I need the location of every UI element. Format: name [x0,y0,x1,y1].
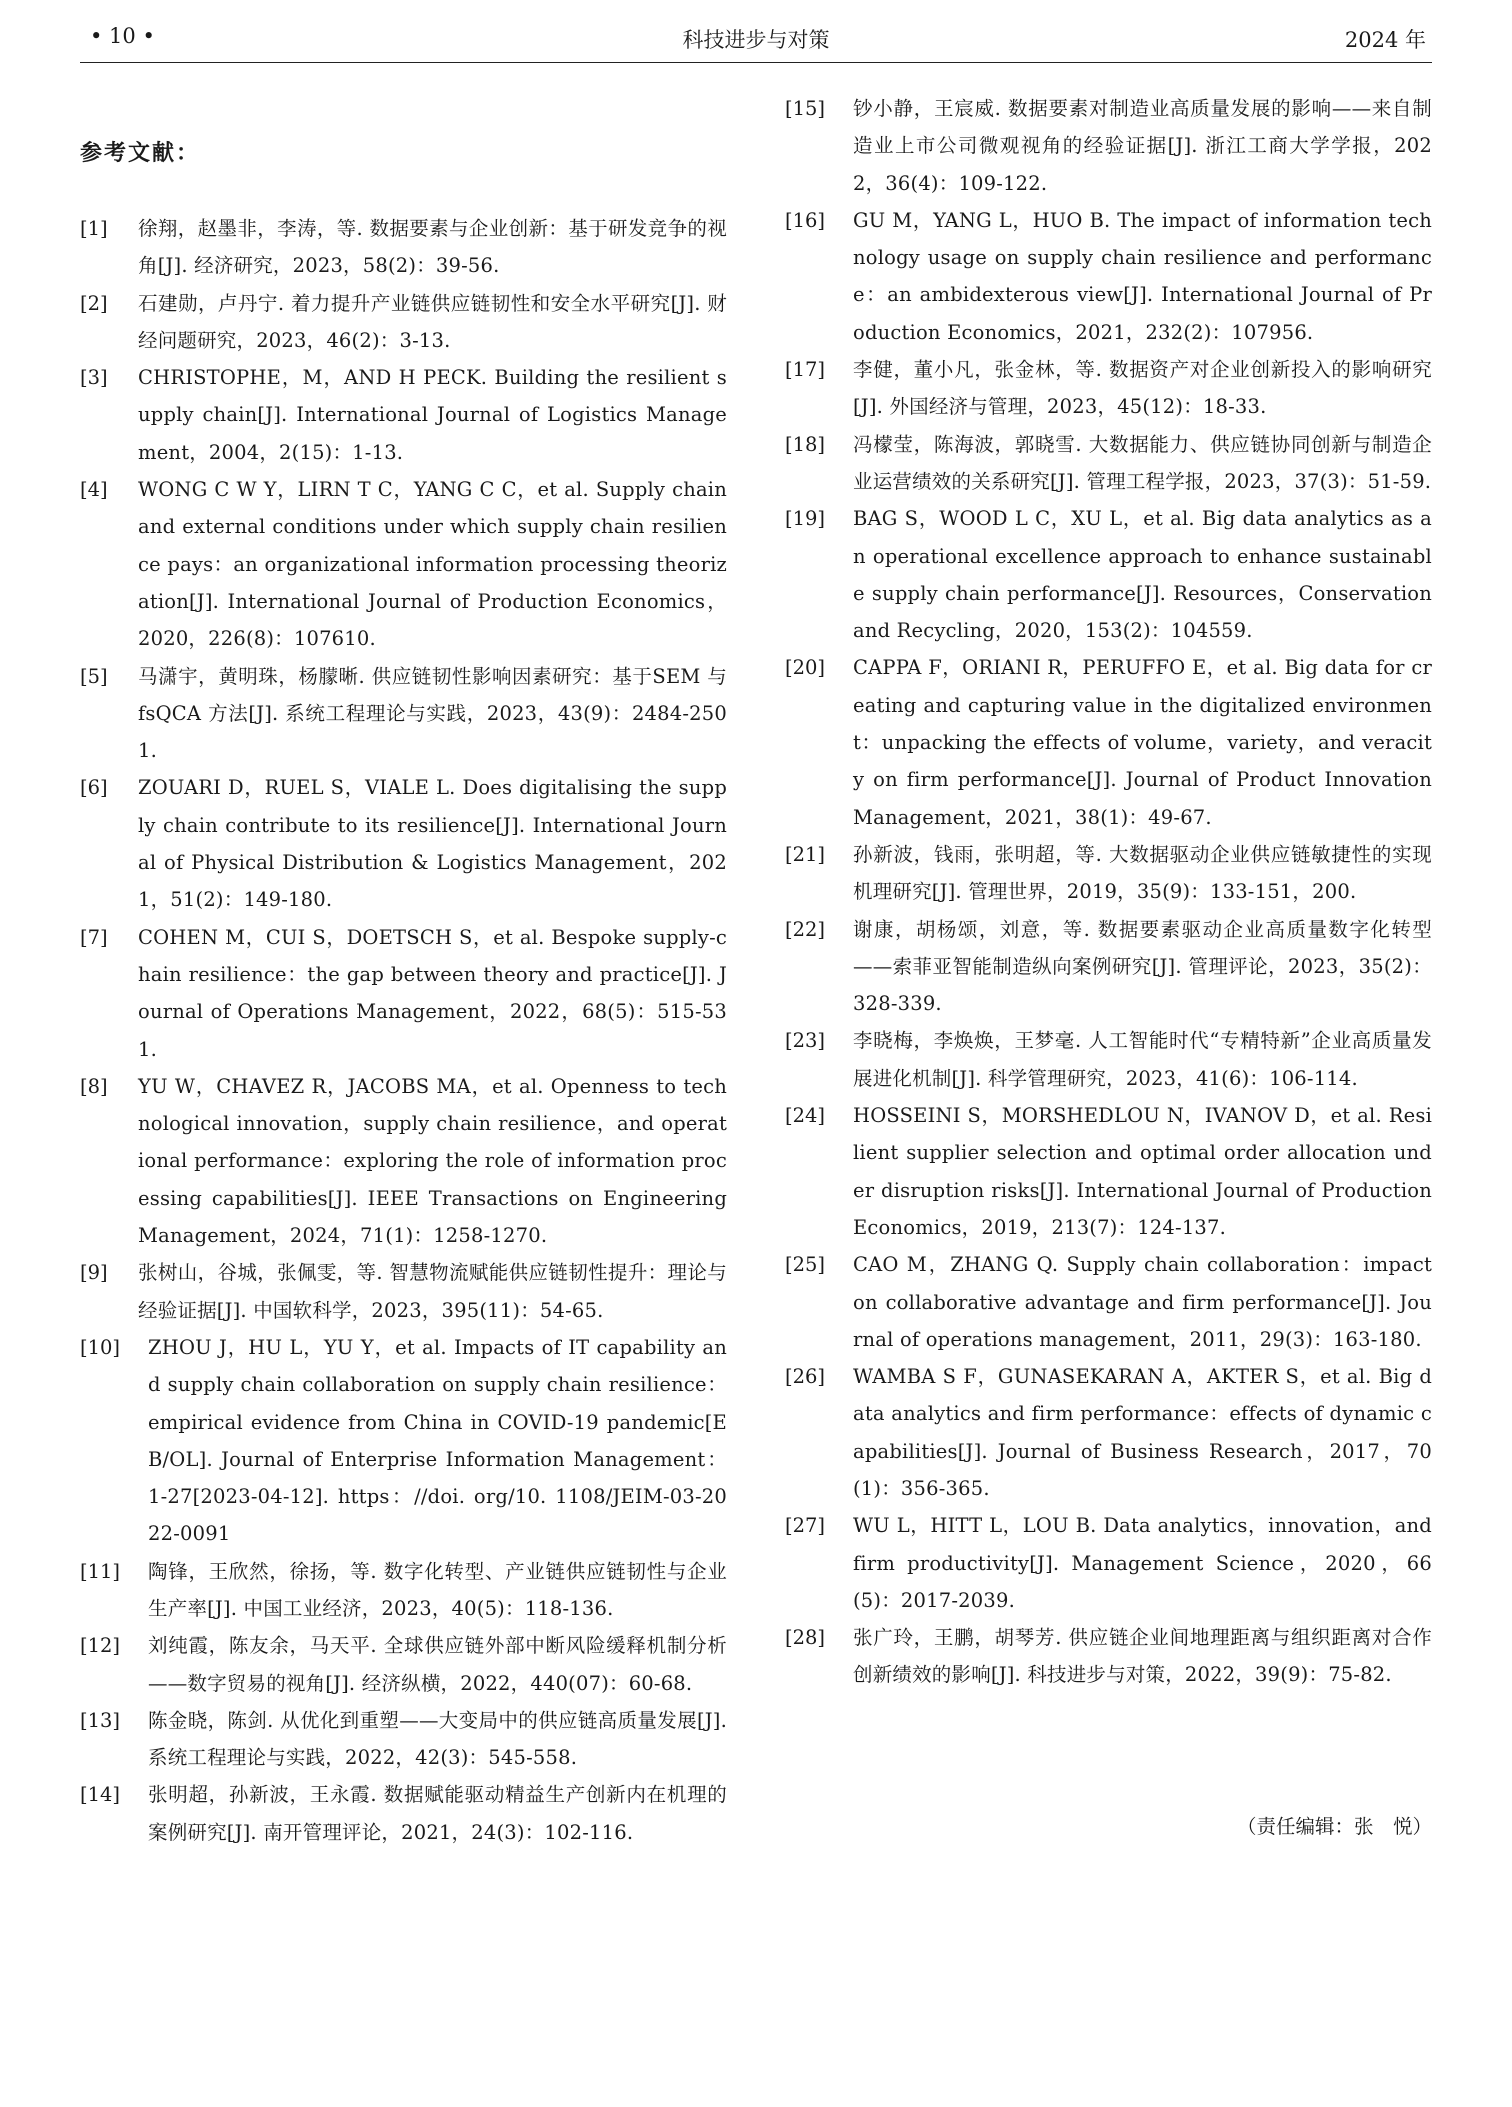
reference-number: [4] [80,478,108,502]
reference-number: [24] [785,1104,826,1128]
reference-item [785,202,1432,351]
reference-item [785,1246,1432,1358]
reference-item [80,1702,727,1777]
reference-number: [14] [80,1783,121,1807]
reference-number: [17] [785,358,826,382]
reference-text: 孙新波，钱雨，张明超，等. 大数据驱动企业供应链敏捷性的实现机理研究[J]. 管理世界，2019，35(9)：133-151，200. [853,842,1432,904]
reference-number: [28] [785,1626,826,1650]
reference-text: 张树山，谷城，张佩雯，等. 智慧物流赋能供应链韧性提升：理论与经验证据[J]. 中国软科学，2023，395(11)：54-65. [138,1261,727,1322]
reference-text: GU M，YANG L，HUO B. The impact of information technology usage on supply chain resilience and performance：an ambidexterous view[J]. International Journal of Production Economics，2021，232(2)：107956. [853,208,1432,344]
reference-number: [25] [785,1253,826,1277]
reference-item [80,359,727,471]
reference-item [785,1358,1432,1507]
reference-text: 冯檬莹，陈海波，郭晓雪. 大数据能力、供应链协同创新与制造企业运营绩效的关系研究[J]. 管理工程学报，2023，37(3)：51-59. [853,432,1432,493]
reference-text: 张广玲，王鹏，胡琴芳. 供应链企业间地理距离与组织距离对合作创新绩效的影响[J]. 科技进步与对策，2022，39(9)：75-82. [853,1626,1432,1687]
reference-number: [9] [80,1261,108,1285]
reference-item [785,500,1432,649]
editor-note: （责任编辑：张 悦） [1236,1815,1432,1838]
reference-text: CHRISTOPHE，M，AND H PECK. Building the resilient supply chain[J]. International Journal of Logistics Management，2004，2(15)：1-13. [138,366,727,464]
reference-text: 李健，董小凡，张金林，等. 数据资产对企业创新投入的影响研究[J]. 外国经济与管理，2023，45(12)：18-33. [853,358,1432,419]
reference-text: 陶锋，王欣然，徐扬，等. 数字化转型、产业链供应链韧性与企业生产率[J]. 中国工业经济，2023，40(5)：118-136. [148,1559,727,1620]
reference-number: [7] [80,925,108,949]
reference-text: 陈金晓，陈剑. 从优化到重塑——大变局中的供应链高质量发展[J]. 系统工程理论与实践，2022，42(3)：545-558. [148,1708,727,1770]
reference-number: [16] [785,208,826,232]
references-heading: 参考文献： [80,140,201,166]
reference-text: 石建勋，卢丹宁. 着力提升产业链供应链韧性和安全水平研究[J]. 财经问题研究，2023，46(2)：3-13. [138,291,727,352]
reference-text: 钞小静，王宸威. 数据要素对制造业高质量发展的影响——来自制造业上市公司微观视角的经验证据[J]. 浙江工商大学学报，2022，36(4)：109-122. [853,97,1432,195]
reference-text: COHEN M，CUI S，DOETSCH S，et al. Bespoke supply-chain resilience：the gap between theory and practice[J]. Journal of Operations Management，2022，68(5)：515-531. [138,925,727,1061]
reference-item [785,911,1432,1023]
reference-number: [21] [785,842,826,866]
reference-text: ZOUARI D，RUEL S，VIALE L. Does digitalising the supply chain contribute to its resilience[J]. International Journal of Physical Distribution & Logistics Management，2021，51(2)：149-180. [138,776,727,912]
reference-item [785,1022,1432,1097]
reference-text: 张明超，孙新波，王永霞. 数据赋能驱动精益生产创新内在机理的案例研究[J]. 南开管理评论，2021，24(3)：102-116. [148,1783,727,1844]
reference-number: [19] [785,507,826,531]
reference-item [80,1627,727,1702]
reference-number: [8] [80,1074,108,1098]
reference-item [80,1329,727,1553]
reference-text: WAMBA S F，GUNASEKARAN A，AKTER S，et al. Big data analytics and firm performance：effects of dynamic capabilities[J]. Journal of Business Research，2017，70(1)：356-365. [853,1365,1432,1500]
running-header [80,18,1432,63]
reference-number: [10] [80,1335,121,1359]
reference-text: 李晓梅，李焕焕，王梦毫. 人工智能时代“专精特新”企业高质量发展进化机制[J]. 科学管理研究，2023，41(6)：106-114. [853,1029,1432,1090]
reference-number: [11] [80,1559,121,1583]
reference-item [80,769,727,918]
page-number: • 10 • [90,24,155,48]
references-left-column [80,210,727,1851]
reference-number: [26] [785,1365,826,1389]
publication-year: 2024 年 [1344,28,1426,52]
reference-text: CAO M，ZHANG Q. Supply chain collaboration：impact on collaborative advantage and firm performance[J]. Journal of operations management，2011，29(3)：163-180. [853,1253,1432,1351]
references-right-column [785,90,1432,1694]
reference-text: YU W，CHAVEZ R，JACOBS MA，et al. Openness to technological innovation，supply chain resilience，and operational performance：exploring the role of information processing capabilities[J]. IEEE Transactions on Engineering Management，2024，71(1)：1258-1270. [138,1074,727,1248]
reference-text: ZHOU J，HU L，YU Y，et al. Impacts of IT capability and supply chain collaboration on supply chain resilience：empirical evidence from China in COVID-19 pandemic[EB/OL]. Journal of Enterprise Information Management：1-27[2023-04-12]. https：//doi. org/10. 1108/JEIM-03-2022-0091 [148,1335,727,1546]
reference-number: [3] [80,366,108,390]
reference-item [785,649,1432,835]
reference-text: CAPPA F，ORIANI R，PERUFFO E，et al. Big data for creating and capturing value in the digitalized environment：unpacking the effects of volume，variety，and veracity on firm performance[J]. Journal of Product Innovation Management，2021，38(1)：49-67. [853,656,1432,829]
reference-item [785,426,1432,501]
reference-text: 徐翔，赵墨非，李涛，等. 数据要素与企业创新：基于研发竞争的视角[J]. 经济研究，2023，58(2)：39-56. [138,217,727,278]
reference-text: WU L，HITT L，LOU B. Data analytics，innovation，and firm productivity[J]. Management Science，2020，66(5)：2017-2039. [853,1514,1432,1612]
journal-title: 科技进步与对策 [682,28,830,52]
reference-number: [1] [80,217,108,240]
reference-item [785,351,1432,426]
reference-item [80,210,727,285]
reference-item [80,285,727,360]
reference-text: 刘纯霞，陈友余，马天平. 全球供应链外部中断风险缓释机制分析——数字贸易的视角[J]. 经济纵横，2022，440(07)：60-68. [148,1634,727,1695]
reference-item [80,1553,727,1628]
reference-item [785,1507,1432,1619]
reference-number: [12] [80,1634,121,1658]
reference-text: WONG C W Y，LIRN T C，YANG C C，et al. Supply chain and external conditions under which supply chain resilience pays：an organizational information processing theorization[J]. International Journal of Production Economics，2020，226(8)：107610. [138,478,727,651]
reference-item [80,1776,727,1851]
reference-number: [18] [785,432,826,456]
reference-item [80,658,727,770]
reference-text: 马潇宇，黄明珠，杨朦晰. 供应链韧性影响因素研究：基于SEM 与 fsQCA 方法[J]. 系统工程理论与实践，2023，43(9)：2484-2501. [138,664,727,763]
reference-item [80,471,727,657]
reference-number: [2] [80,291,108,315]
reference-number: [20] [785,656,826,680]
reference-item [785,1097,1432,1246]
reference-item [785,836,1432,911]
reference-text: HOSSEINI S，MORSHEDLOU N，IVANOV D，et al. Resilient supplier selection and optimal order allocation under disruption risks[J]. International Journal of Production Economics，2019，213(7)：124-137. [853,1104,1432,1239]
reference-number: [27] [785,1514,826,1538]
reference-number: [6] [80,776,108,800]
reference-text: 谢康，胡杨颂，刘意，等. 数据要素驱动企业高质量数字化转型——索菲亚智能制造纵向案例研究[J]. 管理评论，2023，35(2)：328-339. [853,917,1432,1016]
reference-number: [15] [785,97,826,120]
reference-item [80,919,727,1068]
reference-text: BAG S，WOOD L C，XU L，et al. Big data analytics as an operational excellence approach to enhance sustainable supply chain performance[J]. Resources，Conservation and Recycling，2020，153(2)：104559. [853,507,1432,643]
reference-item [785,90,1432,202]
reference-item [80,1068,727,1254]
reference-number: [13] [80,1708,121,1732]
reference-item [785,1619,1432,1694]
reference-item [80,1254,727,1329]
reference-number: [22] [785,917,826,941]
reference-number: [23] [785,1029,826,1053]
reference-number: [5] [80,664,108,688]
